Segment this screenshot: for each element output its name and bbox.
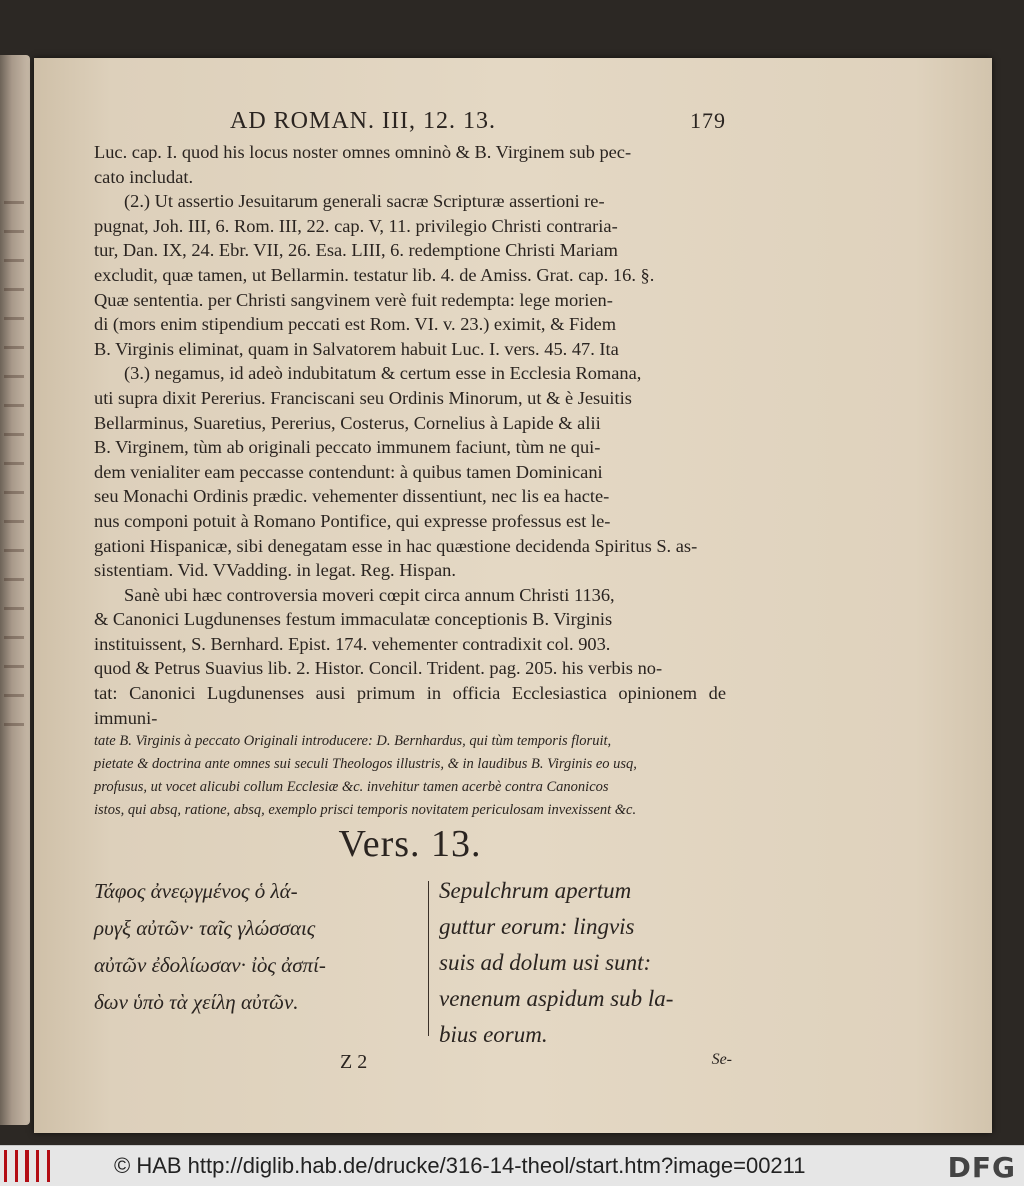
copyright-url-link[interactable]: © HAB http://diglib.hab.de/drucke/316-14-theol/start.htm?image=00211 [114,1153,806,1178]
greek-line: Τάφος ἀνεῳγμένος ὁ λά- [94,879,298,904]
verse-heading: Vers. 13. [338,823,482,866]
verse-block [94,873,726,1048]
latin-text [439,873,739,1053]
footer-bar [0,1145,1024,1186]
dfg-logo: DFG [947,1151,1016,1184]
text-line: Luc. cap. I. quod his locus noster omnes omninò & B. Virginem sub pec- [94,142,632,162]
body-text [94,140,726,821]
text-line: Quæ sententia. per Christi sangvinem verè fuit redempta: lege morien- [94,289,613,310]
text-line: tat: Canonici Lugdunenses ausi primum in officia Ecclesiastica opinionem de immuni- [94,683,726,728]
latin-line: bius eorum. [439,1022,548,1048]
text-line: nus componi potuit à Romano Pontifice, qui expresse professus est le- [94,510,611,531]
quote-line: profusus, ut vocet alicubi collum Ecclesiæ &c. invehitur tamen acerbè contra Canonicos [94,778,609,795]
quote-line: istos, qui absq, ratione, absq, exemplo prisci temporis novitatem periculosam invexissent &c. [94,801,637,818]
text-line: Bellarminus, Suaretius, Pererius, Costerus, Cornelius à Lapide & alii [94,412,601,433]
latin-line: guttur eorum: lingvis [439,914,635,940]
text-line: excludit, quæ tamen, ut Bellarmin. testatur lib. 4. de Amiss. Grat. cap. 16. §. [94,264,655,285]
page-footer [94,1051,732,1081]
text-line: B. Virginis eliminat, quam in Salvatorem habuit Luc. I. vers. 45. 47. Ita [94,338,619,359]
greek-text [94,873,394,1021]
text-line: gationi Hispanicæ, sibi denegatam esse in hac quæstione decidenda Spiritus S. as- [94,535,698,556]
quote-line: pietate & doctrina ante omnes sui seculi Theologos illustris, & in laudibus B. Virginis eo usq, [94,756,637,773]
page-number: 179 [690,108,726,133]
text-line: cato includat. [94,166,194,187]
text-line: quod & Petrus Suavius lib. 2. Histor. Concil. Trident. pag. 205. his verbis no- [94,658,663,679]
greek-line: ρυγξ αὐτῶν· ταῖς γλώσσαις [94,916,316,941]
text-line: seu Monachi Ordinis prædic. vehementer dissentiunt, nec lis ea hacte- [94,486,610,507]
greek-line: δων ὑπὸ τὰ χείλη αὐτῶν. [94,990,299,1015]
text-line: uti supra dixit Pererius. Franciscani seu Ordinis Minorum, ut & è Jesuitis [94,387,632,408]
catchword: Se- [711,1051,732,1069]
text-line: tur, Dan. IX, 24. Ebr. VII, 26. Esa. LIII, 6. redemptione Christi Mariam [94,240,618,261]
text-line: Sanè ubi hæc controversia moveri cœpit circa annum Christi 1136, [124,584,615,605]
text-line: instituissent, S. Bernhard. Epist. 174. vehementer contradixit col. 903. [94,633,611,654]
signature-mark: Z 2 [340,1051,368,1074]
header-title: AD ROMAN. III, 12. 13. [230,108,496,134]
latin-line: Sepulchrum apertum [439,878,632,904]
quote-line: tate B. Virginis à peccato Originali introducere: D. Bernhardus, qui tùm temporis floruit, [94,733,612,750]
text-line: sistentiam. Vid. VVadding. in legat. Reg. Hispan. [94,560,456,581]
text-line: di (mors enim stipendium peccati est Rom. VI. v. 23.) eximit, & Fidem [94,314,617,335]
column-divider [428,881,429,1036]
running-header [94,108,726,138]
text-line: & Canonici Lugdunenses festum immaculatæ conceptionis B. Virginis [94,609,613,630]
text-line: (3.) negamus, id adeò indubitatum & certum esse in Ecclesia Romana, [124,363,642,384]
hab-logo-icon [4,1150,50,1182]
latin-line: venenum aspidum sub la- [439,986,674,1012]
page-content [94,108,732,1081]
text-line: dem venialiter eam peccasse contendunt: à quibus tamen Dominicani [94,461,603,482]
text-line: pugnat, Joh. III, 6. Rom. III, 22. cap. V, 11. privilegio Christi contraria- [94,215,618,236]
latin-line: suis ad dolum usi sunt: [439,950,652,976]
text-line: (2.) Ut assertio Jesuitarum generali sacræ Scripturæ assertioni re- [124,191,605,212]
book-page [34,58,992,1133]
previous-page-edge [0,55,30,1125]
text-line: B. Virginem, tùm ab originali peccato immunem faciunt, tùm ne qui- [94,437,601,458]
greek-line: αὐτῶν ἐδολίωσαν· ἰὸς ἀσπί- [94,953,326,978]
